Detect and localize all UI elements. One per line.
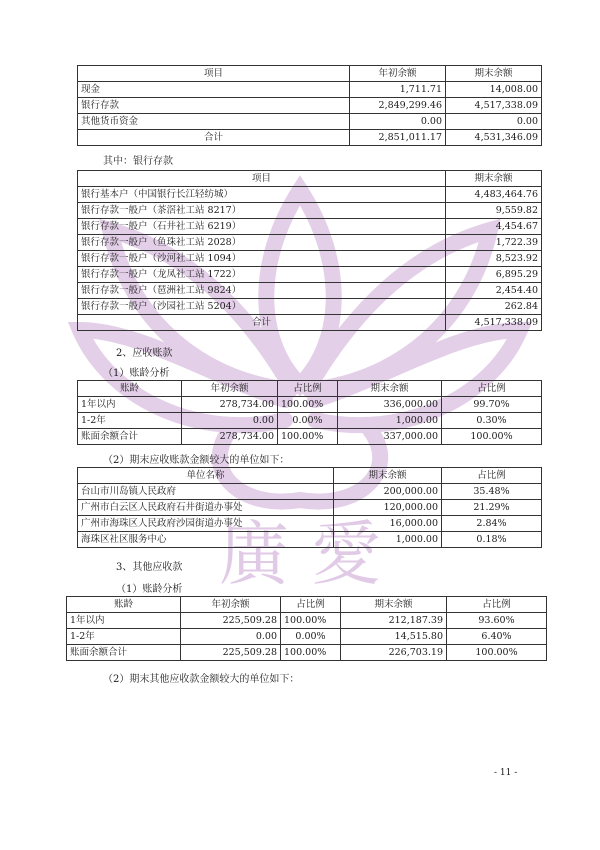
other-receivables-aging-table bbox=[66, 596, 547, 661]
table-cell: 银行存款一般户（沙河社工站 1094） bbox=[78, 251, 446, 267]
bank-caption: 其中：银行存款 bbox=[103, 156, 173, 167]
column-header: 期末余额 bbox=[338, 381, 442, 397]
table-cell: 1,722.39 bbox=[446, 235, 542, 251]
table-row bbox=[78, 299, 542, 315]
table-row bbox=[78, 267, 542, 283]
table-cell: 14,515.80 bbox=[341, 629, 447, 645]
table-cell: 262.84 bbox=[446, 299, 542, 315]
column-header: 占比例 bbox=[281, 597, 341, 613]
column-header: 项目 bbox=[78, 66, 350, 82]
table-cell: 100.00% bbox=[281, 645, 341, 661]
column-header: 账龄 bbox=[67, 597, 181, 613]
column-header: 期末余额 bbox=[446, 66, 542, 82]
table-cell: 1,711.71 bbox=[350, 82, 446, 98]
table-cell: 合计 bbox=[78, 315, 446, 331]
table-cell: 212,187.39 bbox=[341, 613, 447, 629]
table-cell: 广州市海珠区人民政府沙园街道办事处 bbox=[78, 516, 334, 532]
page-number: - 11 - bbox=[494, 768, 518, 778]
column-header: 年初余额 bbox=[350, 66, 446, 82]
table-cell: 100.00% bbox=[278, 397, 338, 413]
table-row bbox=[78, 283, 542, 299]
table-row bbox=[78, 413, 542, 429]
column-header: 账龄 bbox=[78, 381, 182, 397]
table-row bbox=[78, 219, 542, 235]
table-cell: 0.18% bbox=[442, 532, 542, 548]
table-header-row bbox=[78, 381, 542, 397]
table-cell: 广州市白云区人民政府石井街道办事处 bbox=[78, 500, 334, 516]
section-heading: 3、其他应收款 bbox=[116, 562, 183, 573]
table-cell: 99.70% bbox=[442, 397, 542, 413]
table-row bbox=[78, 532, 542, 548]
table-cell: 4,517,338.09 bbox=[446, 98, 542, 114]
table-row bbox=[78, 235, 542, 251]
table-cell: 225,509.28 bbox=[181, 613, 281, 629]
table-cell: 合计 bbox=[78, 130, 350, 146]
table-cell: 2,849,299.46 bbox=[350, 98, 446, 114]
table-cell: 4,454.67 bbox=[446, 219, 542, 235]
table-cell: 2,851,011.17 bbox=[350, 130, 446, 146]
section-heading: 2、应收账款 bbox=[116, 348, 173, 359]
column-header: 占比例 bbox=[442, 381, 542, 397]
table-cell: 225,509.28 bbox=[181, 645, 281, 661]
table-cell: 2,454.40 bbox=[446, 283, 542, 299]
table-total-row bbox=[78, 315, 542, 331]
cash-table bbox=[77, 65, 542, 146]
table-header-row bbox=[78, 66, 542, 82]
table-cell: 0.00 bbox=[350, 114, 446, 130]
table-cell: 1,000.00 bbox=[338, 413, 442, 429]
table-cell: 100.00% bbox=[281, 613, 341, 629]
table-row bbox=[78, 484, 542, 500]
table-cell: 其他货币资金 bbox=[78, 114, 350, 130]
table-cell: 16,000.00 bbox=[334, 516, 442, 532]
table-row bbox=[67, 645, 547, 661]
table-cell: 0.00 bbox=[182, 413, 278, 429]
table-cell: 账面余额合计 bbox=[67, 645, 181, 661]
table-cell: 账面余额合计 bbox=[78, 429, 182, 445]
watermark-text: 廣 愛 bbox=[218, 513, 382, 595]
table-cell: 银行存款一般户（琶洲社工站 9824） bbox=[78, 283, 446, 299]
ar-aging-table bbox=[77, 380, 542, 445]
table-cell: 100.00% bbox=[447, 645, 547, 661]
table-cell: 0.00 bbox=[181, 629, 281, 645]
table-row bbox=[67, 613, 547, 629]
table-cell: 1年以内 bbox=[78, 397, 182, 413]
table-row bbox=[78, 114, 542, 130]
table-cell: 0.30% bbox=[442, 413, 542, 429]
table-cell: 1,000.00 bbox=[334, 532, 442, 548]
table-cell: 100.00% bbox=[278, 429, 338, 445]
table-cell: 0.00% bbox=[281, 629, 341, 645]
table-cell: 银行存款一般户（鱼珠社工站 2028） bbox=[78, 235, 446, 251]
column-header: 占比例 bbox=[442, 468, 542, 484]
table-cell: 200,000.00 bbox=[334, 484, 442, 500]
ar-top-units-table bbox=[77, 467, 542, 548]
table-cell: 337,000.00 bbox=[338, 429, 442, 445]
table-cell: 0.00% bbox=[278, 413, 338, 429]
table-row bbox=[78, 500, 542, 516]
table-cell: 93.60% bbox=[447, 613, 547, 629]
subsection-heading: （2）期末应收账款金额较大的单位如下： bbox=[103, 455, 290, 466]
table-cell: 1年以内 bbox=[67, 613, 181, 629]
column-header: 期末余额 bbox=[341, 597, 447, 613]
table-cell: 1-2年 bbox=[78, 413, 182, 429]
table-cell: 2.84% bbox=[442, 516, 542, 532]
table-cell: 21.29% bbox=[442, 500, 542, 516]
table-cell: 278,734.00 bbox=[182, 429, 278, 445]
table-cell: 8,523.92 bbox=[446, 251, 542, 267]
column-header: 项目 bbox=[78, 171, 446, 187]
table-cell: 银行存款一般户（龙凤社工站 1722） bbox=[78, 267, 446, 283]
table-cell: 6,895.29 bbox=[446, 267, 542, 283]
table-cell: 海珠区社区服务中心 bbox=[78, 532, 334, 548]
column-header: 年初余额 bbox=[181, 597, 281, 613]
table-row bbox=[67, 629, 547, 645]
table-row bbox=[78, 187, 542, 203]
column-header: 期末余额 bbox=[334, 468, 442, 484]
table-cell: 银行存款一般户（沙园社工站 5204） bbox=[78, 299, 446, 315]
table-cell: 6.40% bbox=[447, 629, 547, 645]
column-header: 年初余额 bbox=[182, 381, 278, 397]
column-header: 占比例 bbox=[447, 597, 547, 613]
column-header: 期末余额 bbox=[446, 171, 542, 187]
table-cell: 35.48% bbox=[442, 484, 542, 500]
table-cell: 银行存款 bbox=[78, 98, 350, 114]
table-cell: 0.00 bbox=[446, 114, 542, 130]
table-cell: 9,559.82 bbox=[446, 203, 542, 219]
table-cell: 4,483,464.76 bbox=[446, 187, 542, 203]
column-header: 单位名称 bbox=[78, 468, 334, 484]
table-cell: 336,000.00 bbox=[338, 397, 442, 413]
table-cell: 226,703.19 bbox=[341, 645, 447, 661]
bank-deposit-table bbox=[77, 170, 542, 331]
table-cell: 台山市川岛镇人民政府 bbox=[78, 484, 334, 500]
table-row bbox=[78, 203, 542, 219]
table-header-row bbox=[67, 597, 547, 613]
table-cell: 银行基本户（中国银行长江轻纺城） bbox=[78, 187, 446, 203]
column-header: 占比例 bbox=[278, 381, 338, 397]
table-cell: 现金 bbox=[78, 82, 350, 98]
table-cell: 278,734.00 bbox=[182, 397, 278, 413]
table-cell: 银行存款一般户（茶滘社工站 8217） bbox=[78, 203, 446, 219]
table-cell: 14,008.00 bbox=[446, 82, 542, 98]
table-cell: 100.00% bbox=[442, 429, 542, 445]
table-cell: 4,531,346.09 bbox=[446, 130, 542, 146]
subsection-heading: （1）账龄分析 bbox=[116, 584, 183, 595]
table-cell: 1-2年 bbox=[67, 629, 181, 645]
subsection-heading: （1）账龄分析 bbox=[103, 368, 170, 379]
table-row bbox=[78, 251, 542, 267]
table-row bbox=[78, 516, 542, 532]
table-row bbox=[78, 429, 542, 445]
table-row bbox=[78, 98, 542, 114]
subsection-heading: （2）期末其他应收款金额较大的单位如下： bbox=[103, 674, 300, 685]
table-row bbox=[78, 397, 542, 413]
table-cell: 4,517,338.09 bbox=[446, 315, 542, 331]
table-row bbox=[78, 82, 542, 98]
table-header-row bbox=[78, 171, 542, 187]
table-header-row bbox=[78, 468, 542, 484]
table-cell: 120,000.00 bbox=[334, 500, 442, 516]
table-total-row bbox=[78, 130, 542, 146]
table-cell: 银行存款一般户（石井社工站 6219） bbox=[78, 219, 446, 235]
